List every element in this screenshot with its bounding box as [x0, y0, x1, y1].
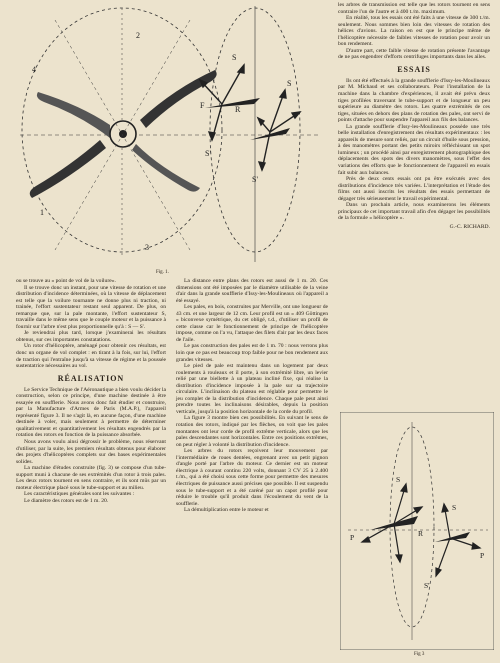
paragraph: La figure 3 montre bien ces possibilités. En suivant le sens de rotation des rotors, indiqué par les flèches, on voit que les pales montantes ont leur corde de profil extrême verticale, alors que les pales descendantes sont horizontales. Entre ces positions extrêmes, on peut régler à volonté la distribution d'incidence. [176, 415, 328, 448]
fig1-label-S-prime-right: S' [252, 175, 258, 184]
fig3-label-R: R [418, 529, 424, 538]
fig3-label-P: P [350, 533, 355, 542]
paragraph: La démultiplication entre le moteur et [184, 507, 269, 514]
fig1-label-S: S [232, 53, 237, 62]
paragraph: Nous avons voulu ainsi dégrossir le problème, nous réservant d'utiliser, par la suite, les premiers résultats obtenus pour élaborer des projets d'hélicoptères complets sur des bases expérimentales solides. [16, 439, 166, 465]
fig1-label-4: 4 [32, 65, 36, 74]
figure-1-diagram [0, 0, 330, 268]
column-2 [176, 278, 328, 514]
paragraph: les arbres de transmission est telle que les rotors tournent en sens contraire l'un de l'autre et à 400 t./m. maximum. [338, 2, 490, 15]
figure-3-diagram [340, 412, 494, 650]
fig3-label-P-right: P [480, 551, 485, 560]
paragraph: Les caractéristiques générales sont les suivantes : [24, 491, 135, 498]
paragraph: Les pales, en bois, construites par Merville, ont une longueur de 43 cm. et une largeur de 12 cm. Leur profil est un « 409 Göttingen » biconvexe symétrique, du cet obligé, t.d., d'utiliser un profil de cette classe car le fonctionnement de principe de l'hélicoptère impose, comme on l'a vu, l'attaque des filets d'air par les deux faces de l'aile. [176, 304, 328, 343]
section-heading-essais: ESSAIS [397, 64, 431, 74]
paragraph: Il se trouve donc un instant, pour une vitesse de rotation et une distribution d'incidence déterminées, où la vitesse de déplacement est telle que la voilure tournante ne donne plus ni traction, ni trainée, l'effort sustentateur restant seul apparent. De plus, on remarque que, sur la pale montante, l'effort sustentateur S, travaille dans le même sens que le couple moteur et la puissance à fournir sur l'arbre n'est plus proportionnelle qu'à : S — S'. [16, 284, 166, 330]
paragraph: La distance entre plans des rotors est aussi de 1 m. 20. Ces dimensions ont été imposées par le diamètre utilisable de la veine d'air dans la grande soufflerie d'Issy-les-Moulineaux où l'appareil a été essayé. [176, 278, 328, 304]
fig1-label-S-right: S [287, 79, 292, 88]
paragraph: En réalité, tous les essais ont été faits à une vitesse de 300 t./m. seulement. Nous sommes bien loin des vitesses de rotation des hélices d'avions. La raison en est que le principe même de l'hélicoptère nécessite de faibles vitesses de rotation pour avoir un bon rendement. [338, 15, 490, 48]
fig1-label-F: F [200, 101, 205, 110]
paragraph: Le pas construction des pales est de 1 m. 70 : nous verrons plus loin que ce pas est beaucoup trop faible pour ne bon rendement aux grandes vitesses. [176, 343, 328, 363]
fig1-label-S-prime: S' [205, 149, 211, 158]
paragraph: ou se trouve au « point de vol de la voilure». [16, 278, 116, 284]
fig1-label-3: 3 [145, 243, 149, 252]
fig1-label-1: 1 [40, 208, 44, 217]
figure-3-caption: Fig 3 [414, 652, 425, 657]
column-3 [338, 2, 490, 231]
fig3-label-S-right: S [452, 503, 457, 512]
paragraph: Je reviendrai plus tard, lorsque j'examinerai les résultats obtenus, sur ces importantes constatations. [16, 330, 166, 343]
paragraph: Près de deux cents essais ont pu être exécutés avec des distributions d'incidence très variées. L'interprétation et l'étude des films ont aussi inscrits les résultats des essais permettant de dégager très sérieusement le travail expérimental. [338, 176, 490, 202]
fig1-label-2: 2 [136, 31, 140, 40]
paragraph: La machine d'études construite (fig. 3) se compose d'un tube-support muni à chacune de ses extrémités d'un rotor à trois pales. Les deux rotors tournent en sens contraire, et ils sont mûs par un moteur électrique placé sous le tube-support et au milieu. [16, 465, 166, 491]
paragraph: Dans un prochain article, nous examinerons les éléments principaux de cet important travail afin d'en dégager les possibilités de la formule « hélicoptère ». [338, 202, 490, 222]
section-heading-realisation: RÉALISATION [57, 373, 125, 383]
paragraph: Ils ont été effectués à la grande soufflerie d'Issy-les-Moulineaux par M. Michaud et ses collaborateurs. Pour l'installation de la machine dans la chambre d'expériences, il avait été prévu deux tiges profilées traversant le tube-support et de longueur un peu supérieure au diamètre des rotors. Les quatre extrémités de ces tiges, situées en dehors des plans de rotation des pales, ont servi de points d'attache pour suspendre l'appareil aux fils des balances. [338, 77, 490, 124]
paragraph: D'autre part, cette faible vitesse de rotation présente l'avantage de ne pas engendrer d'efforts centrifuges importants dans les ailes. [338, 47, 490, 61]
column-1 [16, 278, 166, 505]
paragraph: Le diamètre des rotors est de 1 m. 20. [24, 497, 109, 504]
paragraph: Le pied de pale est maintenu dans un logement par deux roulements à rouleaux et il porte, à son extrémité libre, un levier relié par une biellette à un plateau incliné fixe, qui réalise la distribution d'incidence imposée à la pale sur sa trajectoire circulaire. L'inclinaison du plateau est réglable pour permettre le jeu complet de la distribution d'incidence. Chaque pale peut ainsi prendre toutes les inclinaisons désirables, depuis la position verticale, jusqu'à la position horizontale de la corde du profil. [176, 363, 328, 415]
fig3-label-S-prime: S' [424, 581, 430, 590]
fig1-label-R: R [235, 105, 241, 114]
paragraph: Un rotor d'hélicoptère, aménagé pour obtenir ces résultats, est donc un organe de vol complet : en tirant à la fois, sur lui, l'effort de traction qui l'entraîne jusqu'à sa vitesse de régime et la poussée sustentatrice nécessaires au vol. [16, 343, 166, 370]
paragraph: Les arbres du rotors reçoivent leur mouvement par l'intermédiaire de roues dentées, engrenant avec un petit pignon d'angle porté par l'arbre du moteur. Ce dernier est un moteur électrique à courant continu 220 volts, donnant 3 CV 25 à 2.400 t./m., qui a été choisi sous cette forme pour permettre des mesures électriques de puissance aussi précises que possible. Il est suspendu sous le tube-support et a été caréné par un capot profilé pour réduire le trouble qu'il produit dans l'écoulement du vent de la soufflerie. [176, 448, 328, 507]
fig3-label-S: S [396, 475, 401, 484]
author-signature: G.-C. RICHARD. [449, 223, 490, 230]
figure-1-caption: Fig. 1. [156, 270, 169, 275]
paragraph: La grande soufflerie d'Issy-les-Moulineaux possède une très belle installation d'enregistrement des résultats expérimentaux : les appareils de mesure sont reliés, par un circuit d'huile sous pression, à des manomètres portant des petits miroirs réfléchissant un spot lumineux ; un procédé ainsi par enregistrement photographique des déplacements des spots des divers manomètres, sous l'effet des variations des efforts que le fonctionnement de l'appareil en essais fait subir aux balances. [338, 123, 490, 176]
paragraph: Le Service Technique de l'Aéronautique a bien voulu décider la construction, selon ce principe, d'une machine destinée à être essayée en soufflerie. Nous avons donc fait étudier et construire, par la Manufacture d'Armes de Paris (M.A.P.), l'appareil représenté figure 3. Il ne s'agit là, en aucune façon, d'une machine destinée à voler, mais seulement à permettre de déterminer qualitativement et quantitativement les résultats engendrés par la rotation des rotors en fonction de la puissance absorbée. [16, 386, 167, 439]
